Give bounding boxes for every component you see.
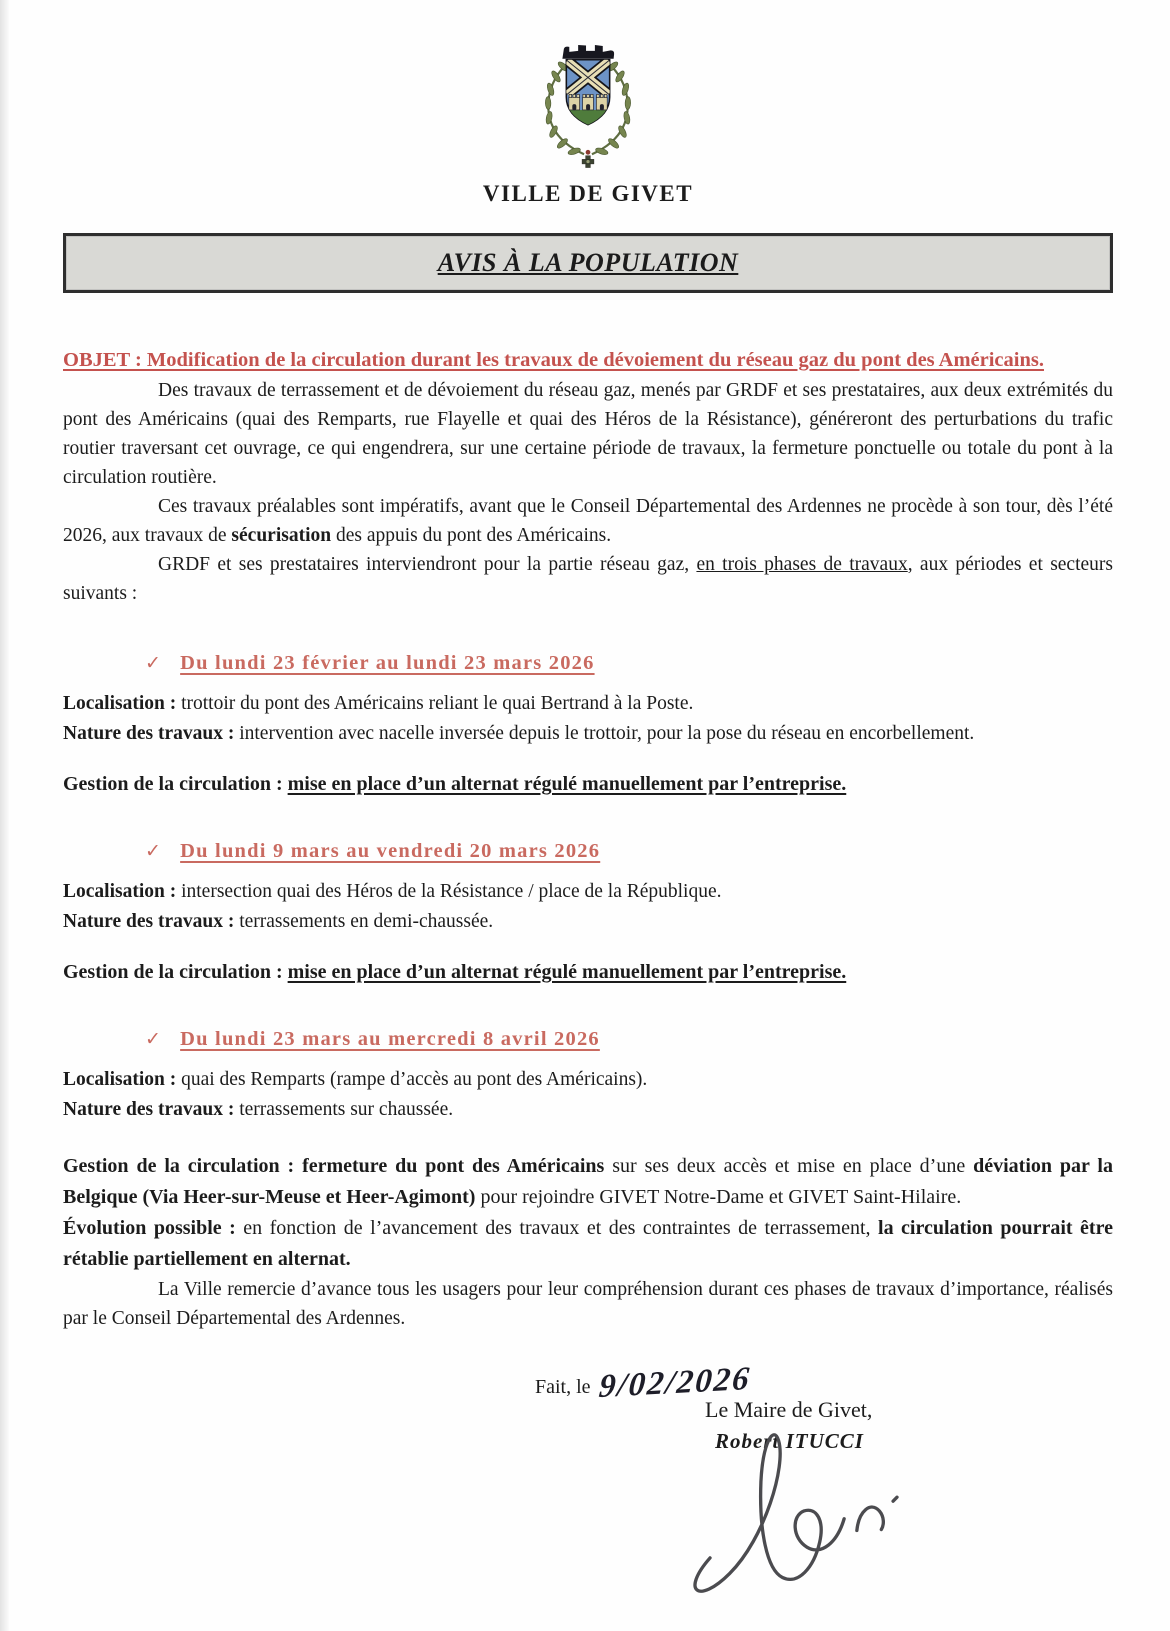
nature-label: Nature des travaux : [63, 911, 235, 932]
phase-3-heading [145, 1028, 1113, 1051]
intro-paragraph-3 [63, 550, 1113, 608]
phase-3-details [63, 1065, 1113, 1125]
castle-towers [569, 94, 607, 110]
document-header [63, 42, 1113, 207]
phase-1-gestion [63, 773, 1113, 796]
localisation-label: Localisation : [63, 693, 177, 714]
fait-le-label: Fait, le [535, 1376, 591, 1398]
evolution-paragraph [63, 1213, 1113, 1275]
phase-1-heading [145, 652, 1113, 675]
phase-2-nature [63, 907, 1113, 937]
nature-value: intervention avec nacelle inversée depuis le trottoir, pour la pose du réseau en encorbellement. [234, 723, 975, 744]
phase-3-localisation [63, 1065, 1113, 1095]
wreath-knot [586, 150, 591, 155]
gestion-text-1: sur ses deux accès et mise en place d’une [604, 1155, 974, 1177]
phase-2-details [63, 877, 1113, 937]
checkmark-icon: ✓ [145, 653, 163, 674]
phase-3-nature [63, 1095, 1113, 1125]
signature-block [63, 1357, 1113, 1601]
nature-value: terrassements en demi-chaussée. [234, 911, 494, 932]
intro-paragraph-2 [63, 492, 1113, 550]
evolution-label: Évolution possible : [63, 1217, 236, 1239]
phase-3-dates: Du lundi 23 mars au mercredi 8 avril 2026 [180, 1028, 600, 1050]
localisation-value: trottoir du pont des Américains reliant le quai Bertrand à la Poste. [176, 693, 694, 714]
nature-label: Nature des travaux : [63, 1099, 235, 1120]
phase-1-localisation [63, 689, 1113, 719]
objet-heading [63, 345, 1113, 376]
mayor-title-line: Le Maire de Givet, [705, 1397, 873, 1422]
phase-2-dates: Du lundi 9 mars au vendredi 20 mars 2026 [180, 840, 601, 862]
phase-2-gestion [63, 961, 1113, 984]
localisation-value: quai des Remparts (rampe d’accès au pont des Américains). [176, 1069, 648, 1090]
evolution-bold: la circulation pourrait être rétablie partiellement en alternat. [63, 1217, 1113, 1270]
cross-pendant-icon [582, 156, 594, 168]
gestion-label: Gestion de la circulation : [63, 961, 283, 983]
gestion-value: mise en place d’un alternat régulé manuellement par l’entreprise. [287, 773, 847, 795]
signature-scrawl [671, 1415, 937, 1601]
intro-p2-text-end: des appuis du pont des Américains. [331, 525, 612, 546]
objet-text: OBJET : Modification de la circulation durant les travaux de dévoiement du réseau gaz du pont des Américains. [63, 349, 1044, 371]
handwritten-date: 9/02/2026 [597, 1360, 752, 1406]
localisation-label: Localisation : [63, 881, 177, 902]
localisation-value: intersection quai des Héros de la Résistance / place de la République. [176, 881, 722, 902]
gestion-value: mise en place d’un alternat régulé manuellement par l’entreprise. [287, 961, 847, 983]
phase-1-details [63, 689, 1113, 749]
localisation-label: Localisation : [63, 1069, 177, 1090]
mural-crown [562, 45, 614, 59]
shield-base-green [566, 110, 609, 126]
phase-2-heading [145, 840, 1113, 863]
nature-value: terrassements sur chaussée. [234, 1099, 454, 1120]
intro-p3-text: GRDF et ses prestataires interviendront pour la partie réseau gaz, [158, 554, 697, 575]
gestion-bold-2: déviation par la Belgique (Via Heer-sur-Meuse et Heer-Agimont) [63, 1155, 1113, 1208]
gestion-text-2: pour rejoindre GIVET Notre-Dame et GIVET Saint-Hilaire. [475, 1186, 962, 1208]
city-name: VILLE DE GIVET [482, 181, 694, 206]
notice-banner-title: AVIS À LA POPULATION [437, 248, 739, 277]
mayor-name: Robert ITUCCI [715, 1429, 864, 1453]
checkmark-icon: ✓ [145, 841, 163, 862]
gestion-label: Gestion de la circulation : [63, 773, 283, 795]
phase-2-localisation [63, 877, 1113, 907]
intro-p3-underlined: en trois phases de travaux [696, 554, 908, 575]
gestion-bold-1: Gestion de la circulation : fermeture du pont des Américains [63, 1155, 605, 1177]
checkmark-icon: ✓ [145, 1029, 163, 1050]
phase-3-gestion [63, 1151, 1113, 1213]
intro-p2-text: Ces travaux préalables sont impératifs, avant que le Conseil Départemental des Ardennes ne procède à son tour, dès l’été 2026, aux travaux de [63, 496, 1113, 546]
closing-paragraph: La Ville remercie d’avance tous les usagers pour leur compréhension durant ces phases de travaux d’importance, réalisés par le Conseil Départemental des Ardennes. [63, 1279, 1113, 1329]
evolution-text: en fonction de l’avancement des travaux et des contraintes de terrassement, [235, 1217, 879, 1239]
intro-paragraph-1: Des travaux de terrassement et de dévoiement du réseau gaz, menés par GRDF et ses prestataires, aux deux extrémités du pont des Américains (quai des Remparts, rue Flayelle et quai des Héros de la Résistance), généreront des perturbations du trafic routier traversant cet ouvrage, ce qui engendrera, sur une certaine période de travaux, la fermeture ponctuelle ou totale du pont à la circulation routière. [63, 380, 1113, 488]
scan-edge-shading [0, 0, 9, 1631]
intro-p3-text-end: , aux périodes et secteurs suivants : [63, 554, 1113, 604]
phase-1-dates: Du lundi 23 février au lundi 23 mars 2026 [180, 652, 595, 674]
notice-banner [63, 233, 1113, 293]
phase-1-nature [63, 719, 1113, 749]
intro-p2-bold: sécurisation [231, 525, 332, 546]
nature-label: Nature des travaux : [63, 723, 235, 744]
phase-3-gestion-block [63, 1151, 1113, 1275]
givet-coat-of-arms-icon [528, 42, 648, 170]
